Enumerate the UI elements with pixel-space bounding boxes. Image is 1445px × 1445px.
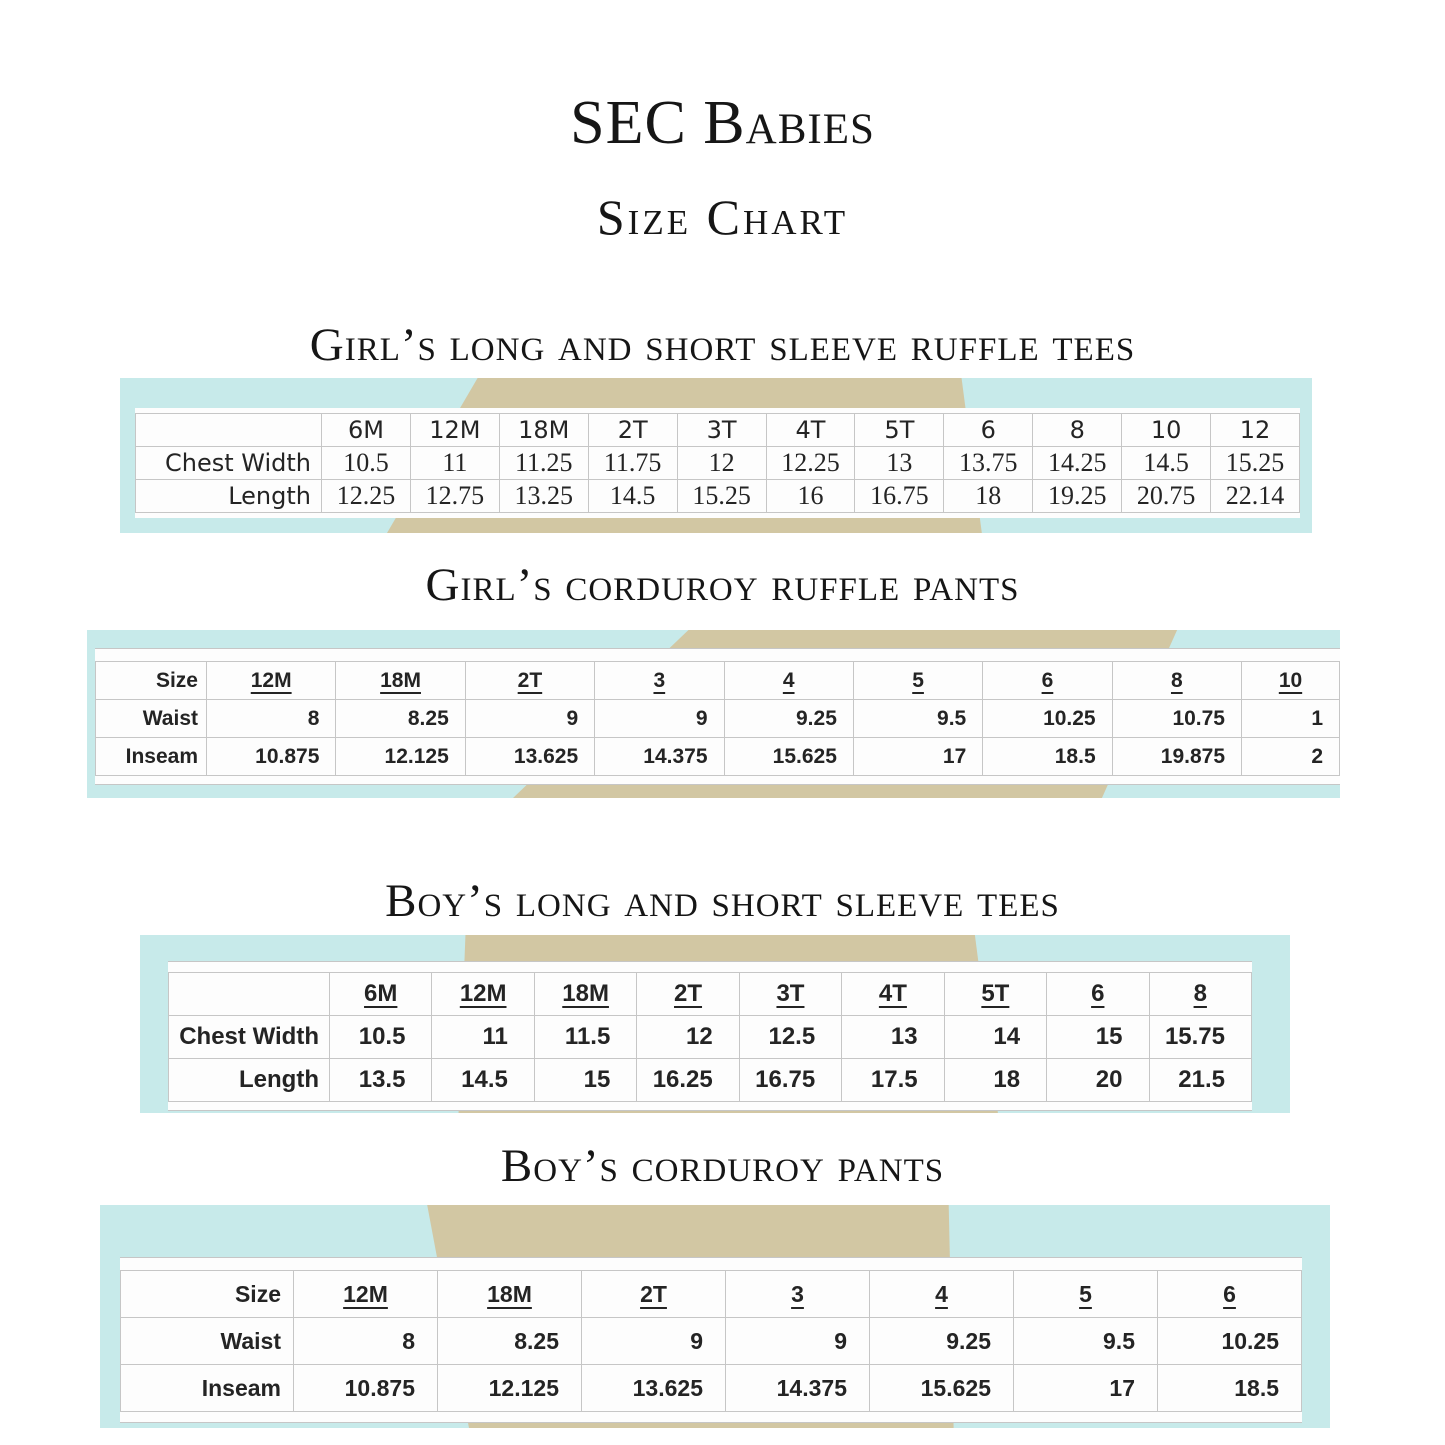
- measurement-value: 11: [432, 1016, 534, 1059]
- corner-cell: [169, 973, 330, 1016]
- measurement-value: 11.5: [534, 1016, 636, 1059]
- row-label: Chest Width: [136, 447, 322, 480]
- size-column-header: 3: [595, 662, 724, 700]
- size-column-header: 18M: [438, 1271, 582, 1318]
- measurement-value: 8.25: [336, 700, 465, 738]
- measurement-row: [169, 1059, 1252, 1102]
- row-label: Inseam: [121, 1365, 294, 1412]
- measurement-value: 18.5: [1158, 1365, 1302, 1412]
- measurement-value: 14.5: [588, 480, 677, 513]
- measurement-value: 9.5: [1014, 1318, 1158, 1365]
- measurement-row: [136, 480, 1300, 513]
- measurement-value: 10.875: [207, 738, 336, 776]
- measurement-value: 16.75: [739, 1059, 841, 1102]
- girls-pants-table-sheet: [95, 648, 1340, 785]
- size-column-header: 3T: [677, 414, 766, 447]
- measurement-value: 15: [1047, 1016, 1149, 1059]
- size-column-header: 6: [1158, 1271, 1302, 1318]
- measurement-value: 18: [944, 1059, 1046, 1102]
- measurement-value: 14: [944, 1016, 1046, 1059]
- measurement-value: 12: [677, 447, 766, 480]
- measurement-value: 14.25: [1033, 447, 1122, 480]
- size-column-header: 2T: [637, 973, 739, 1016]
- measurement-value: 10.875: [294, 1365, 438, 1412]
- measurement-value: 14.375: [595, 738, 724, 776]
- measurement-value: 18.5: [983, 738, 1112, 776]
- size-column-header: 8: [1112, 662, 1241, 700]
- page-subtitle: Size Chart: [596, 189, 849, 245]
- boys-tees-table: [168, 972, 1252, 1102]
- boys-tees-paper-strip: [140, 935, 1290, 1113]
- measurement-value: 8: [207, 700, 336, 738]
- girls-tees-table-sheet: [135, 408, 1300, 518]
- girls-pants-table: [95, 661, 1340, 776]
- size-column-header: 2T: [582, 1271, 726, 1318]
- size-header-row: [136, 414, 1300, 447]
- size-column-header: 4T: [842, 973, 944, 1016]
- measurement-value: 14.5: [1122, 447, 1211, 480]
- measurement-value: 20: [1047, 1059, 1149, 1102]
- size-column-header: 2T: [588, 414, 677, 447]
- measurement-value: 9: [595, 700, 724, 738]
- measurement-value: 12.25: [766, 447, 855, 480]
- measurement-value: 9: [582, 1318, 726, 1365]
- boys-pants-table: [120, 1270, 1302, 1412]
- row-label: Waist: [96, 700, 207, 738]
- measurement-value: 17.5: [842, 1059, 944, 1102]
- size-column-header: 8: [1149, 973, 1252, 1016]
- size-column-header: 12M: [432, 973, 534, 1016]
- corner-cell: Size: [121, 1271, 294, 1318]
- measurement-value: 2: [1242, 738, 1340, 776]
- measurement-value: 16.75: [855, 480, 944, 513]
- girls-tees-table: [135, 413, 1300, 513]
- size-column-header: 10: [1242, 662, 1340, 700]
- measurement-value: 21.5: [1149, 1059, 1252, 1102]
- measurement-value: 13.75: [944, 447, 1033, 480]
- measurement-value: 12.125: [438, 1365, 582, 1412]
- measurement-value: 15.625: [870, 1365, 1014, 1412]
- measurement-row: [136, 447, 1300, 480]
- size-column-header: 8: [1033, 414, 1122, 447]
- measurement-value: 12.5: [739, 1016, 841, 1059]
- measurement-value: 22.14: [1211, 480, 1300, 513]
- measurement-value: 11.25: [499, 447, 588, 480]
- boys-pants-paper-strip: [100, 1205, 1330, 1428]
- measurement-value: 19.875: [1112, 738, 1241, 776]
- measurement-value: 1: [1242, 700, 1340, 738]
- size-column-header: 5: [1014, 1271, 1158, 1318]
- size-column-header: 18M: [336, 662, 465, 700]
- size-column-header: 12M: [207, 662, 336, 700]
- measurement-value: 9: [726, 1318, 870, 1365]
- page-title: SEC Babies: [570, 89, 875, 157]
- corner-cell: [136, 414, 322, 447]
- section-heading-boys-tees: Boy’s long and short sleeve tees: [385, 875, 1060, 927]
- measurement-row: [96, 700, 1340, 738]
- measurement-value: 12.25: [322, 480, 411, 513]
- row-label: Waist: [121, 1318, 294, 1365]
- measurement-value: 15.75: [1149, 1016, 1252, 1059]
- measurement-value: 15.25: [677, 480, 766, 513]
- measurement-value: 16: [766, 480, 855, 513]
- size-column-header: 4: [870, 1271, 1014, 1318]
- boys-pants-table-sheet: [120, 1257, 1302, 1423]
- measurement-value: 12.125: [336, 738, 465, 776]
- measurement-value: 13: [855, 447, 944, 480]
- size-column-header: 3: [726, 1271, 870, 1318]
- measurement-row: [121, 1318, 1302, 1365]
- section-heading-boys-pants: Boy’s corduroy pants: [500, 1140, 945, 1192]
- measurement-value: 8: [294, 1318, 438, 1365]
- size-column-header: 12M: [410, 414, 499, 447]
- measurement-value: 13.625: [465, 738, 594, 776]
- measurement-value: 9: [465, 700, 594, 738]
- measurement-value: 13.5: [330, 1059, 432, 1102]
- size-column-header: 10: [1122, 414, 1211, 447]
- size-column-header: 18M: [499, 414, 588, 447]
- measurement-value: 9.25: [870, 1318, 1014, 1365]
- girls-pants-paper-strip: [87, 630, 1340, 798]
- measurement-value: 15: [534, 1059, 636, 1102]
- size-column-header: 5: [853, 662, 982, 700]
- measurement-value: 14.5: [432, 1059, 534, 1102]
- size-column-header: 4T: [766, 414, 855, 447]
- size-column-header: 12: [1211, 414, 1300, 447]
- section-heading-girls-pants: Girl’s corduroy ruffle pants: [425, 559, 1020, 611]
- girls-tees-paper-strip: [120, 378, 1312, 533]
- measurement-value: 10.75: [1112, 700, 1241, 738]
- measurement-value: 8.25: [438, 1318, 582, 1365]
- size-column-header: 6: [1047, 973, 1149, 1016]
- measurement-value: 10.25: [983, 700, 1112, 738]
- section-heading-girls-tees: Girl’s long and short sleeve ruffle tees: [309, 319, 1136, 371]
- measurement-value: 14.375: [726, 1365, 870, 1412]
- measurement-value: 10.5: [330, 1016, 432, 1059]
- row-label: Chest Width: [169, 1016, 330, 1059]
- size-column-header: 18M: [534, 973, 636, 1016]
- row-label: Length: [169, 1059, 330, 1102]
- measurement-row: [121, 1365, 1302, 1412]
- size-column-header: 6: [983, 662, 1112, 700]
- size-column-header: 6M: [322, 414, 411, 447]
- measurement-value: 9.25: [724, 700, 853, 738]
- measurement-value: 17: [1014, 1365, 1158, 1412]
- size-column-header: 2T: [465, 662, 594, 700]
- measurement-value: 13.25: [499, 480, 588, 513]
- boys-tees-table-sheet: [168, 961, 1252, 1111]
- measurement-value: 11: [410, 447, 499, 480]
- measurement-row: [96, 738, 1340, 776]
- measurement-value: 15.625: [724, 738, 853, 776]
- size-header-row: [169, 973, 1252, 1016]
- corner-cell: Size: [96, 662, 207, 700]
- measurement-row: [169, 1016, 1252, 1059]
- size-column-header: 6: [944, 414, 1033, 447]
- measurement-value: 20.75: [1122, 480, 1211, 513]
- measurement-value: 13.625: [582, 1365, 726, 1412]
- measurement-value: 10.25: [1158, 1318, 1302, 1365]
- measurement-value: 18: [944, 480, 1033, 513]
- measurement-value: 12.75: [410, 480, 499, 513]
- measurement-value: 12: [637, 1016, 739, 1059]
- size-column-header: 5T: [944, 973, 1046, 1016]
- measurement-value: 17: [853, 738, 982, 776]
- measurement-value: 10.5: [322, 447, 411, 480]
- size-column-header: 5T: [855, 414, 944, 447]
- measurement-value: 11.75: [588, 447, 677, 480]
- size-column-header: 12M: [294, 1271, 438, 1318]
- row-label: Inseam: [96, 738, 207, 776]
- size-header-row: [96, 662, 1340, 700]
- measurement-value: 13: [842, 1016, 944, 1059]
- size-header-row: [121, 1271, 1302, 1318]
- size-column-header: 3T: [739, 973, 841, 1016]
- measurement-value: 19.25: [1033, 480, 1122, 513]
- measurement-value: 15.25: [1211, 447, 1300, 480]
- measurement-value: 16.25: [637, 1059, 739, 1102]
- size-column-header: 4: [724, 662, 853, 700]
- measurement-value: 9.5: [853, 700, 982, 738]
- size-column-header: 6M: [330, 973, 432, 1016]
- row-label: Length: [136, 480, 322, 513]
